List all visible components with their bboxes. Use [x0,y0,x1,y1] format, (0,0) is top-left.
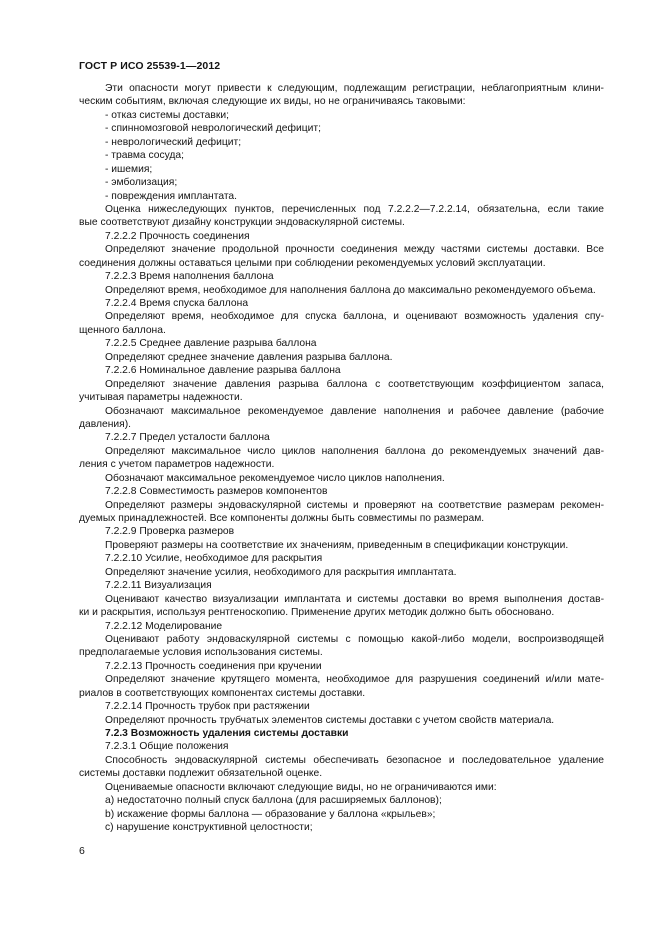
section-heading: 7.2.2.2 Прочность соединения [105,230,250,242]
paragraph-line: риалов в соответствующих компонентах системы доставки. [79,687,366,699]
paragraph-line: ки и раскрытия, используя рентгеноскопию. Применение других методик должно быть обосновано. [79,607,555,619]
paragraph-line: предполагаемые условия использования системы. [79,647,323,659]
section-heading: 7.2.2.14 Прочность трубок при растяжении [105,701,310,713]
section-heading: 7.2.2.8 Совместимость размеров компонентов [105,486,328,498]
paragraph-line: ческим событиям, включая следующие их виды, но не ограничиваясь таковыми: [79,96,466,108]
paragraph-line: Обозначают максимальное рекомендуемое давление наполнения и рабочее давление (рабочие [105,405,604,417]
paragraph-line: дуемых принадлежностей. Все компоненты должны быть совместимы по размерам. [79,513,485,524]
paragraph-line: Оцениваемые опасности включают следующие виды, но не ограничиваются ими: [105,781,497,793]
paragraph-line: Определяют время, необходимое для наполнения баллона до максимально рекомендуемого объема. [105,284,596,296]
paragraph-line: учитывая параметры надежности. [79,392,243,404]
list-item: - ишемия; [105,163,153,175]
paragraph-line: Определяют прочность трубчатых элементов системы доставки с учетом свойств материала. [105,714,555,726]
paragraph-line: Определяют значение усилия, необходимого для раскрытия имплантата. [105,566,457,578]
paragraph-line: Оценивают работу эндоваскулярной системы с помощью какой-либо модели, воспроизводящей [105,633,604,645]
section-heading: 7.2.2.3 Время наполнения баллона [105,271,274,283]
paragraph-line: Определяют значение крутящего момента, необходимое для разрушения соединений и/или мате- [105,674,604,686]
list-item: - отказ системы доставки; [105,109,229,121]
paragraph-line: Определяют значение продольной прочности соединения между частями системы доставки. Все [105,244,604,256]
list-item: с) нарушение конструктивной целостности; [105,822,313,834]
page-body [79,82,604,835]
list-item: а) недостаточно полный спуск баллона (для расширяемых баллонов); [105,795,442,807]
paragraph-line: Определяют максимальное число циклов наполнения баллона до рекомендуемых значений дав- [105,445,604,457]
section-heading: 7.2.3.1 Общие положения [105,741,229,753]
paragraph-line: Оценивают качество визуализации имплантата и системы доставки во время выполнения достав- [105,593,604,605]
section-heading: 7.2.2.12 Моделирование [105,620,223,632]
list-item: b) искажение формы баллона — образование у баллона «крыльев»; [105,808,436,820]
section-heading: 7.2.2.7 Предел усталости баллона [105,432,270,444]
page-header-title: ГОСТ Р ИСО 25539-1—2012 [79,60,221,72]
section-heading: 7.2.2.11 Визуализация [105,580,212,592]
paragraph-line: Определяют время, необходимое для спуска баллона, и оценивают возможность удаления спу- [105,311,604,323]
paragraph-line: щенного баллона. [79,324,166,336]
paragraph-line: Определяют значение давления разрыва баллона с соответствующим коэффициентом запаса, [105,378,604,390]
paragraph-line: соединения должны оставаться целыми при соблюдении рекомендуемых условий эксплуатации. [79,257,546,269]
paragraph-line: Определяют размеры эндоваскулярной системы и проверяют на соответствие размерам рекомен- [105,499,604,511]
paragraph-line: Проверяют размеры на соответствие их значениям, приведенным в спецификации конструкции. [105,539,569,551]
paragraph-line: ления с учетом параметров надежности. [79,459,275,471]
paragraph-line: Определяют среднее значение давления разрыва баллона. [105,351,393,363]
section-heading: 7.2.2.13 Прочность соединения при кручении [105,660,322,672]
list-item: - спинномозговой неврологический дефицит; [105,123,321,135]
section-heading-bold: 7.2.3 Возможность удаления системы доставки [105,728,349,739]
paragraph-line: Оценка нижеследующих пунктов, перечисленных под 7.2.2.2—7.2.2.14, обязательна, если такие [105,203,604,215]
list-item: - эмболизация; [105,177,178,189]
section-heading: 7.2.2.6 Номинальное давление разрыва баллона [105,365,341,377]
paragraph-line: Способность эндоваскулярной системы обеспечивать безопасное и последовательное удаление [105,754,604,766]
paragraph-line: давления). [79,418,132,430]
section-heading: 7.2.2.5 Среднее давление разрыва баллона [105,338,317,350]
page-number: 6 [79,845,85,857]
list-item: - неврологический дефицит; [105,136,242,148]
list-item: - травма сосуда; [105,150,185,162]
paragraph-line: Обозначают максимальное рекомендуемое число циклов наполнения. [105,472,445,484]
paragraph-line: вые соответствуют дизайну конструкции эндоваскулярной системы. [79,217,405,229]
section-heading: 7.2.2.10 Усилие, необходимое для раскрытия [105,553,323,565]
section-heading: 7.2.2.9 Проверка размеров [105,526,235,538]
list-item: - повреждения имплантата. [105,190,238,202]
paragraph-line: системы доставки подлежит обязательной оценке. [79,768,323,780]
section-heading: 7.2.2.4 Время спуска баллона [105,298,249,309]
paragraph-line: Эти опасности могут привести к следующим, подлежащим регистрации, неблагоприятным клини- [105,83,604,94]
